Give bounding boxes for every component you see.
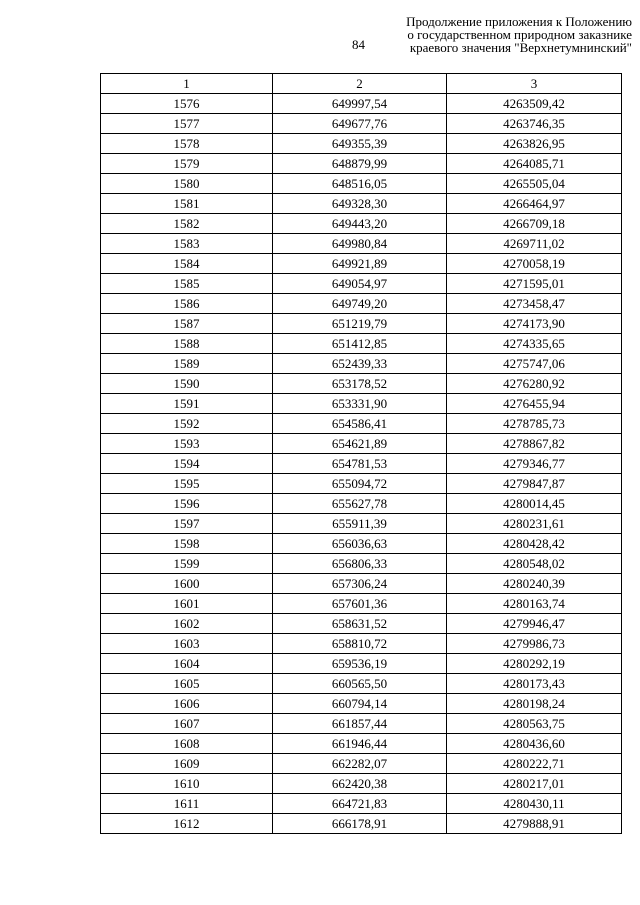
table-row — [101, 94, 622, 114]
table-row — [101, 434, 622, 454]
y-coordinate-cell: 4280292,19 — [447, 654, 622, 674]
y-coordinate-cell: 4265505,04 — [447, 174, 622, 194]
table-row — [101, 754, 622, 774]
column-header-x: 2 — [273, 74, 447, 94]
point-number-cell: 1578 — [101, 134, 273, 154]
x-coordinate-cell: 658631,52 — [273, 614, 447, 634]
x-coordinate-cell: 657306,24 — [273, 574, 447, 594]
point-number-cell: 1596 — [101, 494, 273, 514]
table-row — [101, 634, 622, 654]
y-coordinate-cell: 4266464,97 — [447, 194, 622, 214]
table-row — [101, 714, 622, 734]
table-row — [101, 594, 622, 614]
y-coordinate-cell: 4279986,73 — [447, 634, 622, 654]
point-number-cell: 1599 — [101, 554, 273, 574]
x-coordinate-cell: 654781,53 — [273, 454, 447, 474]
y-coordinate-cell: 4266709,18 — [447, 214, 622, 234]
table-row — [101, 234, 622, 254]
table-row — [101, 534, 622, 554]
x-coordinate-cell: 649980,84 — [273, 234, 447, 254]
x-coordinate-cell: 649677,76 — [273, 114, 447, 134]
y-coordinate-cell: 4274335,65 — [447, 334, 622, 354]
point-number-cell: 1606 — [101, 694, 273, 714]
table-row — [101, 774, 622, 794]
point-number-cell: 1584 — [101, 254, 273, 274]
y-coordinate-cell: 4276455,94 — [447, 394, 622, 414]
point-number-cell: 1608 — [101, 734, 273, 754]
table-row — [101, 394, 622, 414]
y-coordinate-cell: 4271595,01 — [447, 274, 622, 294]
header-line-2: о государственном природном заказнике — [407, 27, 632, 42]
x-coordinate-cell: 654621,89 — [273, 434, 447, 454]
point-number-cell: 1611 — [101, 794, 273, 814]
table-row — [101, 194, 622, 214]
table-row — [101, 354, 622, 374]
table-row — [101, 794, 622, 814]
point-number-cell: 1595 — [101, 474, 273, 494]
table-row — [101, 294, 622, 314]
point-number-cell: 1594 — [101, 454, 273, 474]
point-number-cell: 1604 — [101, 654, 273, 674]
y-coordinate-cell: 4278867,82 — [447, 434, 622, 454]
y-coordinate-cell: 4270058,19 — [447, 254, 622, 274]
table-row — [101, 134, 622, 154]
x-coordinate-cell: 664721,83 — [273, 794, 447, 814]
point-number-cell: 1612 — [101, 814, 273, 834]
y-coordinate-cell: 4280428,42 — [447, 534, 622, 554]
x-coordinate-cell: 649749,20 — [273, 294, 447, 314]
x-coordinate-cell: 655627,78 — [273, 494, 447, 514]
x-coordinate-cell: 649328,30 — [273, 194, 447, 214]
point-number-cell: 1581 — [101, 194, 273, 214]
column-header-y: 3 — [447, 74, 622, 94]
y-coordinate-cell: 4280430,11 — [447, 794, 622, 814]
point-number-cell: 1580 — [101, 174, 273, 194]
point-number-cell: 1603 — [101, 634, 273, 654]
header-line-1: Продолжение приложения к Положению — [406, 14, 632, 29]
table-row — [101, 614, 622, 634]
y-coordinate-cell: 4269711,02 — [447, 234, 622, 254]
y-coordinate-cell: 4280563,75 — [447, 714, 622, 734]
table-row — [101, 654, 622, 674]
x-coordinate-cell: 651219,79 — [273, 314, 447, 334]
point-number-cell: 1585 — [101, 274, 273, 294]
table-row — [101, 274, 622, 294]
page-number: 84 — [352, 37, 365, 52]
x-coordinate-cell: 655094,72 — [273, 474, 447, 494]
header-line-3: краевого значения "Верхнетумнинский" — [409, 40, 632, 55]
x-coordinate-cell: 660565,50 — [273, 674, 447, 694]
x-coordinate-cell: 655911,39 — [273, 514, 447, 534]
y-coordinate-cell: 4280436,60 — [447, 734, 622, 754]
x-coordinate-cell: 660794,14 — [273, 694, 447, 714]
x-coordinate-cell: 651412,85 — [273, 334, 447, 354]
point-number-cell: 1593 — [101, 434, 273, 454]
x-coordinate-cell: 662282,07 — [273, 754, 447, 774]
table-row — [101, 314, 622, 334]
table-row — [101, 214, 622, 234]
x-coordinate-cell: 658810,72 — [273, 634, 447, 654]
y-coordinate-cell: 4263509,42 — [447, 94, 622, 114]
x-coordinate-cell: 656806,33 — [273, 554, 447, 574]
table-row — [101, 374, 622, 394]
x-coordinate-cell: 661857,44 — [273, 714, 447, 734]
point-number-cell: 1583 — [101, 234, 273, 254]
y-coordinate-cell: 4263746,35 — [447, 114, 622, 134]
table-row — [101, 694, 622, 714]
table-row — [101, 674, 622, 694]
x-coordinate-cell: 661946,44 — [273, 734, 447, 754]
y-coordinate-cell: 4280231,61 — [447, 514, 622, 534]
y-coordinate-cell: 4280240,39 — [447, 574, 622, 594]
coordinates-table — [100, 73, 622, 834]
table-row — [101, 814, 622, 834]
table-row — [101, 154, 622, 174]
point-number-cell: 1592 — [101, 414, 273, 434]
y-coordinate-cell: 4279346,77 — [447, 454, 622, 474]
x-coordinate-cell: 657601,36 — [273, 594, 447, 614]
y-coordinate-cell: 4274173,90 — [447, 314, 622, 334]
y-coordinate-cell: 4280163,74 — [447, 594, 622, 614]
y-coordinate-cell: 4280198,24 — [447, 694, 622, 714]
point-number-cell: 1605 — [101, 674, 273, 694]
point-number-cell: 1587 — [101, 314, 273, 334]
table-row — [101, 174, 622, 194]
y-coordinate-cell: 4279946,47 — [447, 614, 622, 634]
x-coordinate-cell: 662420,38 — [273, 774, 447, 794]
y-coordinate-cell: 4279888,91 — [447, 814, 622, 834]
x-coordinate-cell: 649443,20 — [273, 214, 447, 234]
y-coordinate-cell: 4275747,06 — [447, 354, 622, 374]
x-coordinate-cell: 648879,99 — [273, 154, 447, 174]
table-row — [101, 334, 622, 354]
x-coordinate-cell: 659536,19 — [273, 654, 447, 674]
point-number-cell: 1586 — [101, 294, 273, 314]
point-number-cell: 1589 — [101, 354, 273, 374]
x-coordinate-cell: 648516,05 — [273, 174, 447, 194]
y-coordinate-cell: 4264085,71 — [447, 154, 622, 174]
y-coordinate-cell: 4280217,01 — [447, 774, 622, 794]
table-row — [101, 114, 622, 134]
table-row — [101, 734, 622, 754]
point-number-cell: 1579 — [101, 154, 273, 174]
appendix-header-note — [380, 15, 632, 54]
point-number-cell: 1588 — [101, 334, 273, 354]
x-coordinate-cell: 666178,91 — [273, 814, 447, 834]
y-coordinate-cell: 4280548,02 — [447, 554, 622, 574]
y-coordinate-cell: 4280222,71 — [447, 754, 622, 774]
table-row — [101, 474, 622, 494]
y-coordinate-cell: 4280014,45 — [447, 494, 622, 514]
x-coordinate-cell: 649997,54 — [273, 94, 447, 114]
x-coordinate-cell: 649355,39 — [273, 134, 447, 154]
table-row — [101, 414, 622, 434]
table-body — [101, 94, 622, 834]
x-coordinate-cell: 649054,97 — [273, 274, 447, 294]
x-coordinate-cell: 652439,33 — [273, 354, 447, 374]
point-number-cell: 1576 — [101, 94, 273, 114]
point-number-cell: 1610 — [101, 774, 273, 794]
point-number-cell: 1590 — [101, 374, 273, 394]
point-number-cell: 1601 — [101, 594, 273, 614]
point-number-cell: 1600 — [101, 574, 273, 594]
y-coordinate-cell: 4278785,73 — [447, 414, 622, 434]
y-coordinate-cell: 4280173,43 — [447, 674, 622, 694]
table-row — [101, 494, 622, 514]
x-coordinate-cell: 656036,63 — [273, 534, 447, 554]
x-coordinate-cell: 649921,89 — [273, 254, 447, 274]
point-number-cell: 1602 — [101, 614, 273, 634]
point-number-cell: 1577 — [101, 114, 273, 134]
y-coordinate-cell: 4263826,95 — [447, 134, 622, 154]
table-row — [101, 574, 622, 594]
y-coordinate-cell: 4279847,87 — [447, 474, 622, 494]
point-number-cell: 1607 — [101, 714, 273, 734]
point-number-cell: 1597 — [101, 514, 273, 534]
point-number-cell: 1598 — [101, 534, 273, 554]
table-row — [101, 554, 622, 574]
table-header-row — [101, 74, 622, 94]
point-number-cell: 1582 — [101, 214, 273, 234]
table-row — [101, 254, 622, 274]
x-coordinate-cell: 653331,90 — [273, 394, 447, 414]
point-number-cell: 1591 — [101, 394, 273, 414]
point-number-cell: 1609 — [101, 754, 273, 774]
table-row — [101, 454, 622, 474]
y-coordinate-cell: 4273458,47 — [447, 294, 622, 314]
x-coordinate-cell: 654586,41 — [273, 414, 447, 434]
x-coordinate-cell: 653178,52 — [273, 374, 447, 394]
y-coordinate-cell: 4276280,92 — [447, 374, 622, 394]
table-row — [101, 514, 622, 534]
column-header-point: 1 — [101, 74, 273, 94]
